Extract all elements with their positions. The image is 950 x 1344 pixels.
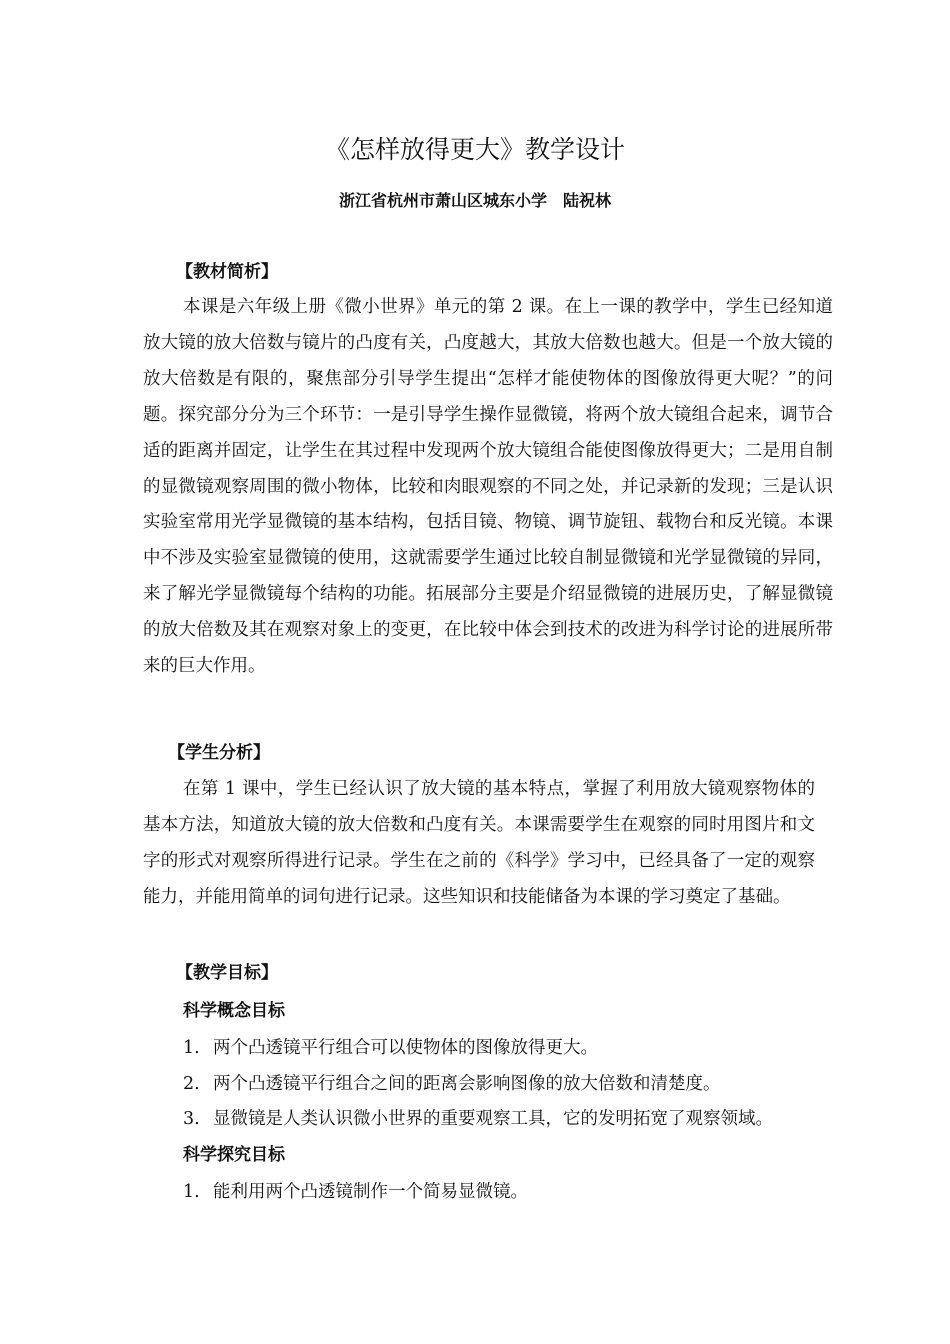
concept-goals-title: 科学概念目标 [183, 1001, 285, 1021]
list-item [183, 1033, 598, 1063]
item-number: 2. [183, 1074, 200, 1094]
item-number: 3. [183, 1109, 200, 1129]
section-heading-objectives: 【教学目标】 [176, 963, 278, 983]
item-number: 1. [183, 1038, 200, 1058]
item-text: 显微镜是人类认识微小世界的重要观察工具，它的发明拓宽了观察领域。 [213, 1109, 773, 1129]
item-number: 1. [183, 1182, 200, 1202]
section-heading-students: 【学生分析】 [168, 743, 270, 763]
student-analysis-paragraph: 在第 1 课中，学生已经认识了放大镜的基本特点，掌握了利用放大镜观察物体的基本方法，知道放大镜的放大倍数和凸度有关。本课需要学生在观察的同时用图片和文字的形式对观察所得进行记录。学生在之前的《科学》学习中，已经具备了一定的观察能力，并能用简单的词句进行记录。这些知识和技能储备为本课的学习奠定了基础。 [143, 779, 815, 907]
textbook-analysis-paragraph: 本课是六年级上册《微小世界》单元的第 2 课。在上一课的教学中，学生已经知道放大镜的放大倍数与镜片的凸度有关，凸度越大，其放大倍数也越大。但是一个放大镜的放大倍数是有限的，聚焦部分引导学生提出“怎样才能使物体的图像放得更大呢？”的问题。探究部分分为三个环节：一是引导学生操作显微镜，将两个放大镜组合起来，调节合适的距离并固定，让学生在其过程中发现两个放大镜组合能使图像放得更大；二是用自制的显微镜观察周围的微小物体，比较和肉眼观察的不同之处，并记录新的发现；三是认识实验室常用光学显微镜的基本结构，包括目镜、物镜、调节旋钮、载物台和反光镜。本课中不涉及实验室显微镜的使用，这就需要学生通过比较自制显微镜和光学显微镜的异同，来了解光学显微镜每个结构的功能。拓展部分主要是介绍显微镜的进展历史，了解显微镜的放大倍数及其在观察对象上的变更，在比较中体会到技术的改进为科学讨论的进展所带来的巨大作用。 [143, 297, 833, 677]
list-item [183, 1104, 773, 1134]
item-text: 能利用两个凸透镜制作一个简易显微镜。 [213, 1182, 528, 1202]
item-text: 两个凸透镜平行组合之间的距离会影响图像的放大倍数和清楚度。 [213, 1074, 721, 1094]
list-item [183, 1177, 528, 1207]
document-title: 《怎样放得更大》教学设计 [324, 135, 625, 164]
item-text: 两个凸透镜平行组合可以使物体的图像放得更大。 [213, 1038, 598, 1058]
section-heading-textbook: 【教材简析】 [176, 262, 278, 282]
author-line: 浙江省杭州市萧山区城东小学 陆祝林 [338, 191, 611, 210]
list-item [183, 1069, 721, 1099]
inquiry-goals-title: 科学探究目标 [183, 1145, 285, 1165]
